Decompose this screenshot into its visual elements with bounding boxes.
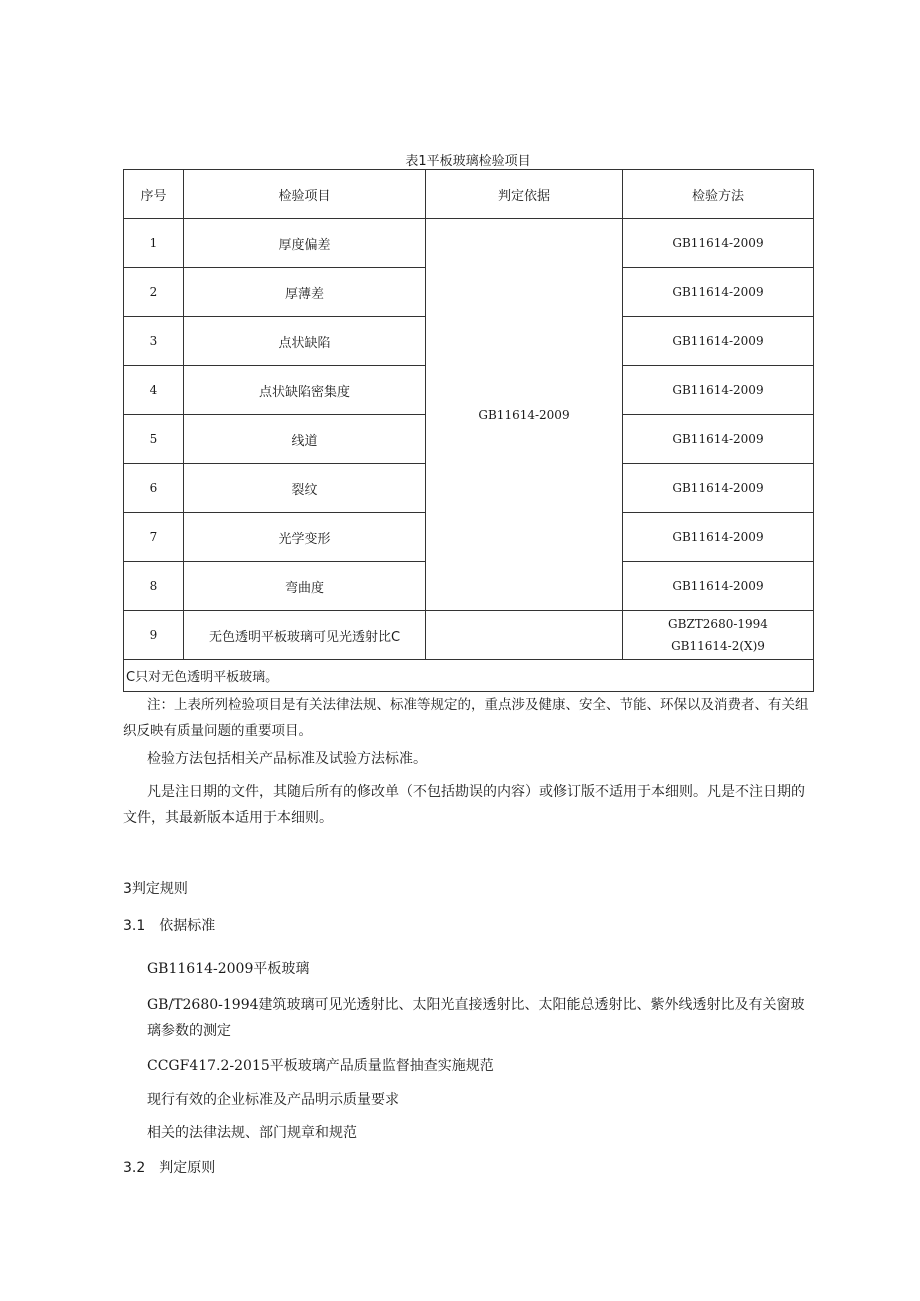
row-no: 8 xyxy=(124,562,184,611)
section-3-title: 3判定规则 xyxy=(123,881,188,897)
standard-item: 现行有效的企业标准及产品明示质量要求 xyxy=(147,1092,399,1108)
row-basis-merged: GB11614-2009 xyxy=(426,219,623,611)
section-3-2-number: 3.2 xyxy=(123,1160,146,1176)
header-item: 检验项目 xyxy=(184,170,426,219)
table-footnote: C只对无色透明平板玻璃。 xyxy=(124,660,814,692)
header-method: 检验方法 xyxy=(623,170,814,219)
row-item: 厚度偏差 xyxy=(184,219,426,268)
section-3-2-heading xyxy=(123,1157,215,1177)
row-item: 厚薄差 xyxy=(184,268,426,317)
standard-item: GB/T2680-1994建筑玻璃可见光透射比、太阳光直接透射比、太阳能总透射比、紫外线透射比及有关窗玻璃参数的测定 xyxy=(147,997,805,1039)
row-method: GB11614-2009 xyxy=(623,268,814,317)
table-header-row xyxy=(124,170,814,219)
note-legal: 注：上表所列检验项目是有关法律法规、标准等规定的，重点涉及健康、安全、节能、环保以及消费者、有关组织反映有质量问题的重要项目。 xyxy=(123,697,809,739)
inspection-items-table xyxy=(123,169,814,692)
standard-item: GB11614-2009平板玻璃 xyxy=(147,961,310,977)
method-line-2: GB11614-2(X)9 xyxy=(671,639,765,653)
row-item: 光学变形 xyxy=(184,513,426,562)
row-method: GB11614-2009 xyxy=(623,562,814,611)
note-dated-docs: 凡是注日期的文件，其随后所有的修改单（不包括勘误的内容）或修订版不适用于本细则。凡是不注日期的文件，其最新版本适用于本细则。 xyxy=(123,784,805,826)
row-no: 5 xyxy=(124,415,184,464)
row-method: GB11614-2009 xyxy=(623,366,814,415)
table-row xyxy=(124,219,814,268)
row-method-multi xyxy=(623,611,814,660)
method-line-1: GBZT2680-1994 xyxy=(668,617,768,631)
row-no: 4 xyxy=(124,366,184,415)
row-item: 线道 xyxy=(184,415,426,464)
row-method: GB11614-2009 xyxy=(623,464,814,513)
row-no: 2 xyxy=(124,268,184,317)
row-basis-empty xyxy=(426,611,623,660)
section-3-1-heading xyxy=(123,915,215,935)
row-method: GB11614-2009 xyxy=(623,513,814,562)
standard-item: CCGF417.2-2015平板玻璃产品质量监督抽查实施规范 xyxy=(147,1058,494,1074)
row-no: 7 xyxy=(124,513,184,562)
row-no: 1 xyxy=(124,219,184,268)
header-no: 序号 xyxy=(124,170,184,219)
row-item: 无色透明平板玻璃可见光透射比C xyxy=(184,611,426,660)
standard-item: 相关的法律法规、部门规章和规范 xyxy=(147,1125,357,1141)
row-item: 裂纹 xyxy=(184,464,426,513)
row-method: GB11614-2009 xyxy=(623,415,814,464)
row-no: 6 xyxy=(124,464,184,513)
row-item: 点状缺陷 xyxy=(184,317,426,366)
section-3-2-title: 判定原则 xyxy=(159,1160,216,1176)
section-3-1-title: 依据标准 xyxy=(159,918,216,934)
row-no: 3 xyxy=(124,317,184,366)
section-3-1-number: 3.1 xyxy=(123,918,146,934)
header-basis: 判定依据 xyxy=(426,170,623,219)
row-method: GB11614-2009 xyxy=(623,219,814,268)
row-item: 点状缺陷密集度 xyxy=(184,366,426,415)
table-footnote-row xyxy=(124,660,814,692)
table-row xyxy=(124,611,814,660)
row-item: 弯曲度 xyxy=(184,562,426,611)
row-no: 9 xyxy=(124,611,184,660)
row-method: GB11614-2009 xyxy=(623,317,814,366)
table-caption: 表1平板玻璃检验项目 xyxy=(405,154,531,169)
note-methods: 检验方法包括相关产品标准及试验方法标准。 xyxy=(147,751,427,767)
